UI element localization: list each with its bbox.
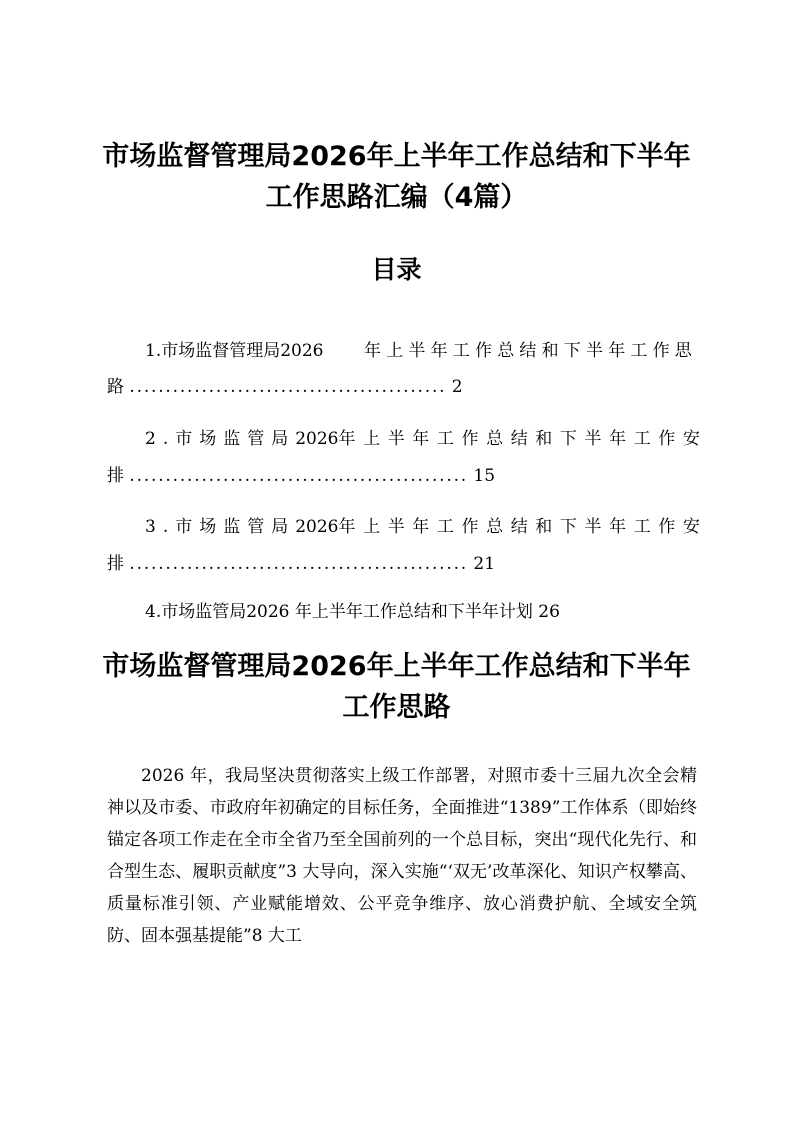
toc-entry-2-line-1[interactable]	[145, 427, 708, 451]
toc-entry-3-line-1[interactable]	[145, 515, 708, 539]
toc-entry-3-line-2[interactable]	[107, 552, 707, 576]
body-paragraph: 2026 年，我局坚决贯彻落实上级工作部署，对照市委十三届九次全会精神以及市委、市政府年初确定的目标任务，全面推进“1389”工作体系（即始终锚定各项工作走在全市全省乃至全国前列的一个总目标，突出“现代化先行、和合型生态、履职贡献度”3 大导向，深入实施“‘双无’改革深化、知识产权攀高、质量标准引领、产业赋能增效、公平竞争维序、放心消费护航、全域安全筑防、固本强基提能”8 大工	[107, 766, 697, 946]
main-title: 市场监督管理局2026年上半年工作总结和下半年工作思路汇编（4篇）	[102, 141, 691, 213]
toc-page-number: 2	[451, 377, 463, 397]
toc-heading: 目录	[371, 255, 422, 284]
toc-entry-3-part-3: 年上半年工作总结和下半年工作安	[338, 517, 708, 537]
toc-entry-1-part-2: 年上半年工作总结和下半年工作思	[364, 341, 697, 361]
toc-entry-1-line-2[interactable]	[107, 375, 707, 399]
toc-page-number: 15	[473, 466, 496, 486]
toc-leader-dots: ...............................................	[129, 554, 468, 574]
toc-entry-2-line-2[interactable]	[107, 464, 707, 488]
toc-entry-1-part-1: 1.市场监督管理局2026	[145, 341, 324, 361]
toc-page-number: 21	[473, 554, 496, 574]
toc-entry-3-part-1: 3.市场监管局	[145, 517, 296, 537]
article-title: 市场监督管理局2026年上半年工作总结和下半年工作思路	[102, 651, 691, 723]
toc-entry-1-tail: 路	[107, 377, 124, 397]
toc-leader-dots: ............................................	[129, 377, 447, 397]
toc-entry-3-tail: 排	[107, 554, 124, 574]
toc-entry-2-tail: 排	[107, 466, 124, 486]
toc-entry-3-part-2: 2026	[295, 517, 339, 537]
toc-entry-4[interactable]: 4.市场监管局2026 年上半年工作总结和下半年计划 26	[145, 602, 560, 622]
toc-entry-2-part-1: 2.市场监管局	[145, 429, 296, 449]
toc-entry-2-part-2: 2026	[295, 429, 339, 449]
toc-entry-2-part-3: 年上半年工作总结和下半年工作安	[338, 429, 708, 449]
toc-leader-dots: ...............................................	[129, 466, 468, 486]
toc-entry-1-line-1[interactable]	[145, 339, 697, 363]
